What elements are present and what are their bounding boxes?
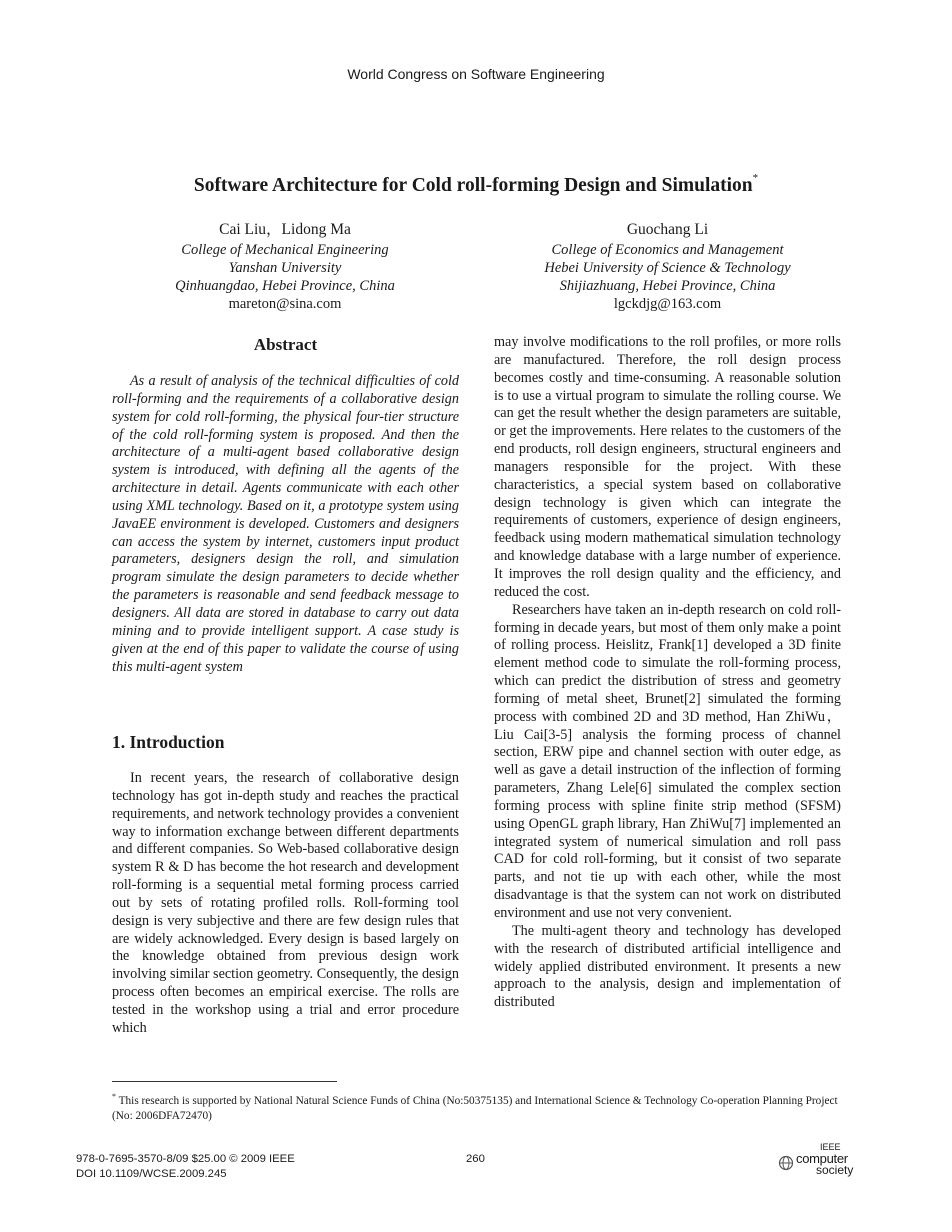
paragraph: Researchers have taken an in-depth research on cold roll-forming in decade years, but most of them only make a point of rolling process. Heislitz, Frank[1] developed a 3D finite element method code to simulate the roll-forming process, which can predict the distribution of stress and geometry forming of metal sheet, Brunet[2] simulated the forming process with combined 2D and 3D method, Han ZhiWu，Liu Cai[3-5] analysis the forming process of channel section, ERW pipe and channel section with outer edge, as well as gave a detail instruction of the inflection of forming parameters, Zhang Lele[6] simulated the complex section forming process with spline finite strip method (SFSM) using OpenGL graph library, Han ZhiWu[7] implemented an integrated system of numerical simulation and roll pass CAD for cold roll-forming, but it consist of two separate parts, and not tie up with each other, while the most disadvantage is that the system can not work on distributed environment and use not very convenient.: [494, 601, 841, 921]
paper-title-text: Software Architecture for Cold roll-forming Design and Simulation: [193, 175, 753, 196]
logo-society: society: [816, 1163, 854, 1177]
paper-title: [0, 172, 952, 197]
ieee-computer-society-logo: [776, 1143, 860, 1177]
abstract-heading: Abstract: [253, 335, 318, 354]
abstract-paragraph: As a result of analysis of the technical difficulties of cold roll-forming and the requirements of a collaborative design system for cold roll-forming, the physical four-tier structure of the cold roll-forming system is proposed. And then the architecture of a multi-agent based collaborative design system is introduced, with defining all the agents of the architecture in detail. Agents communicate with each other using XML technology. Based on it, a prototype system using JavaEE environment is developed. Customers and designers can access the system by internet, customers input product parameters, designers design the roll, and simulation program simulate the design parameters to decide whether the parameters is reasonable and send feedback message to designers. All data are stored in database to carry out data mining and to provide intelligent support. A case study is given at the end of this paper to validate the course of using this multi-agent system: [112, 373, 459, 675]
introduction-body: [112, 770, 459, 1038]
paragraph: may involve modifications to the roll profiles, or more rolls are manufactured. Therefore, the roll design process becomes costly and time-consuming. A reasonable solution is to use a virtual program to simulate the rolling course. We can get the result whether the design parameters are suitable, or get the improvements. Here relates to the customers of the end products, roll design engineers, structural engineers and managers responsible for the project. With these characteristics, a special system based on collaborative design technology is given which can integrate the requirements of customers, experience of design engineers, feedback using modern mathematical simulation technology and knowledge database with a large number of experience. It improves the roll design quality and the efficiency, and reduced the cost.: [494, 334, 841, 600]
author-block-1: [120, 219, 450, 313]
author-univ: Yanshan University: [228, 260, 342, 276]
author-univ: Hebei University of Science & Technology: [544, 260, 791, 276]
title-footnote-mark: *: [752, 172, 759, 184]
doi-line: DOI 10.1109/WCSE.2009.245: [76, 1168, 227, 1180]
conference-header: World Congress on Software Engineering: [347, 66, 605, 82]
author-dept: College of Mechanical Engineering: [181, 242, 389, 258]
author-block-2: [500, 219, 835, 313]
footnote-divider: [112, 1081, 337, 1082]
author-names: Cai Liu，Lidong Ma: [219, 221, 351, 238]
page-number: 260: [466, 1153, 485, 1165]
author-email: mareton@sina.com: [228, 296, 342, 312]
author-names: Guochang Li: [626, 221, 709, 238]
author-location: Shijiazhuang, Hebei Province, China: [559, 278, 776, 294]
author-email: lgckdjg@163.com: [613, 296, 722, 312]
isbn-line: 978-0-7695-3570-8/09 $25.00 © 2009 IEEE: [76, 1153, 295, 1165]
author-location: Qinhuangdao, Hebei Province, China: [175, 278, 395, 294]
section-heading-introduction: 1. Introduction: [112, 732, 225, 752]
logo-computer: computer: [796, 1151, 848, 1166]
right-column: [494, 334, 841, 1012]
logo-ieee: IEEE: [820, 1142, 841, 1152]
footnote-text: This research is supported by National Natural Science Funds of China (No:50375135) and International Science & Technology Co-operation Planning Project (No: 2006DFA72470): [112, 1094, 838, 1122]
abstract-body: [112, 373, 459, 676]
footnote: [112, 1089, 842, 1124]
author-dept: College of Economics and Management: [551, 242, 784, 258]
paragraph: In recent years, the research of collaborative design technology has got in-depth study and reaches the practical requirements, and network technology provides a convenient way to information exchange between different departments and different companies. So Web-based collaborative design system R & D has become the hot research and development roll-forming is a sequential metal forming process carried out by sets of rotating profiled rolls. Roll-forming tool design is very subjective and there are few design rules that are widely acknowledged. Every design is based largely on the knowledge obtained from previous design work involving similar section geometry. Consequently, the design process often becomes an empirical exercise. The rolls are tested in the workshop using a trial and error procedure which: [112, 770, 459, 1036]
globe-icon: [778, 1155, 794, 1171]
footnote-mark: *: [112, 1092, 116, 1101]
paragraph: The multi-agent theory and technology has developed with the research of distributed artificial intelligence and widely applied distributed environment. It presents a new approach to the analysis, design and implementation of distributed: [494, 922, 841, 1011]
